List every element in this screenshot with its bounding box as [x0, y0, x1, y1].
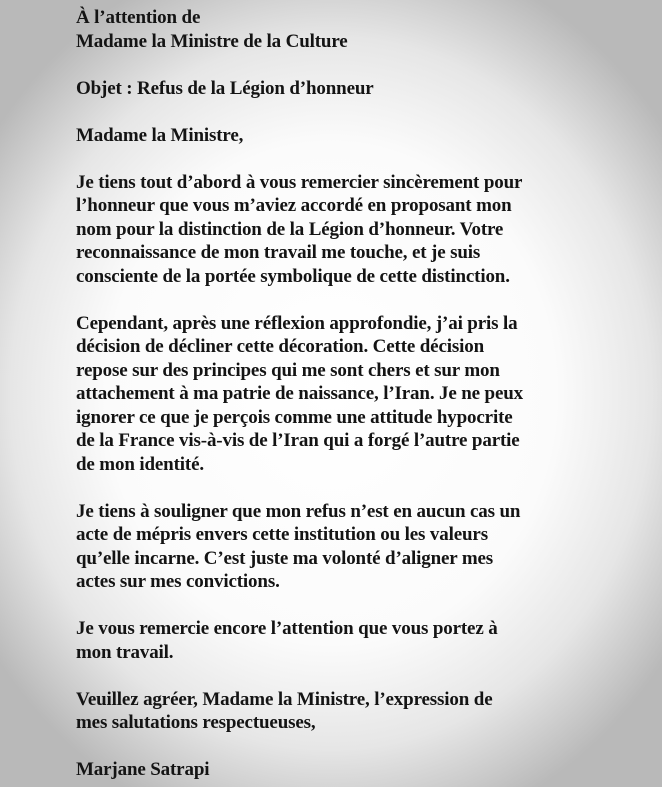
paragraph-clarification	[76, 500, 626, 594]
text-line: consciente de la portée symbolique de cette distinction.	[76, 265, 510, 287]
spacer	[76, 100, 626, 124]
subject-line: Objet : Refus de la Légion d’honneur	[76, 77, 374, 99]
text-line: Cependant, après une réflexion approfondie, j’ai pris la	[76, 312, 518, 334]
text-line: décision de décliner cette décoration. Cette décision	[76, 336, 485, 357]
recipient-line: À l’attention de	[76, 7, 201, 28]
paragraph-thanks	[76, 171, 626, 289]
text-line: mes salutations respectueuses,	[76, 712, 316, 733]
text-line: actes sur mes convictions.	[76, 571, 280, 592]
spacer	[76, 147, 626, 171]
spacer	[76, 664, 626, 688]
signature: Marjane Satrapi	[76, 759, 210, 780]
text-line: reconnaissance de mon travail me touche, et je suis	[76, 242, 481, 263]
text-line: acte de mépris envers cette institution ou les valeurs	[76, 524, 488, 545]
text-line: de mon identité.	[76, 453, 204, 475]
letter-body	[76, 6, 626, 782]
paragraph-thanks-again	[76, 617, 626, 664]
recipient-title: Madame la Ministre de la Culture	[76, 30, 348, 52]
spacer	[76, 53, 626, 77]
text-line: Je vous remercie encore l’attention que vous portez à	[76, 618, 498, 639]
text-line: nom pour la distinction de la Légion d’honneur. Votre	[76, 218, 504, 240]
text-line: de la France vis-à-vis de l’Iran qui a forgé l’autre partie	[76, 430, 520, 451]
spacer	[76, 476, 626, 500]
paragraph-decision	[76, 312, 626, 477]
text-line: repose sur des principes qui me sont chers et sur mon	[76, 359, 500, 381]
text-line: Je tiens tout d’abord à vous remercier sincèrement pour	[76, 171, 523, 193]
text-line: qu’elle incarne. C’est juste ma volonté d’aligner mes	[76, 547, 494, 569]
spacer	[76, 288, 626, 312]
text-line: mon travail.	[76, 641, 174, 663]
closing-formula	[76, 688, 626, 735]
spacer	[76, 594, 626, 618]
text-line: l’honneur que vous m’aviez accordé en proposant mon	[76, 195, 512, 216]
salutation: Madame la Ministre,	[76, 124, 244, 146]
text-line: Veuillez agréer, Madame la Ministre, l’expression de	[76, 688, 493, 710]
text-line: Je tiens à souligner que mon refus n’est en aucun cas un	[76, 500, 521, 522]
text-line: attachement à ma patrie de naissance, l’Iran. Je ne peux	[76, 383, 524, 404]
spacer	[76, 735, 626, 759]
text-line: ignorer ce que je perçois comme une attitude hypocrite	[76, 406, 513, 428]
